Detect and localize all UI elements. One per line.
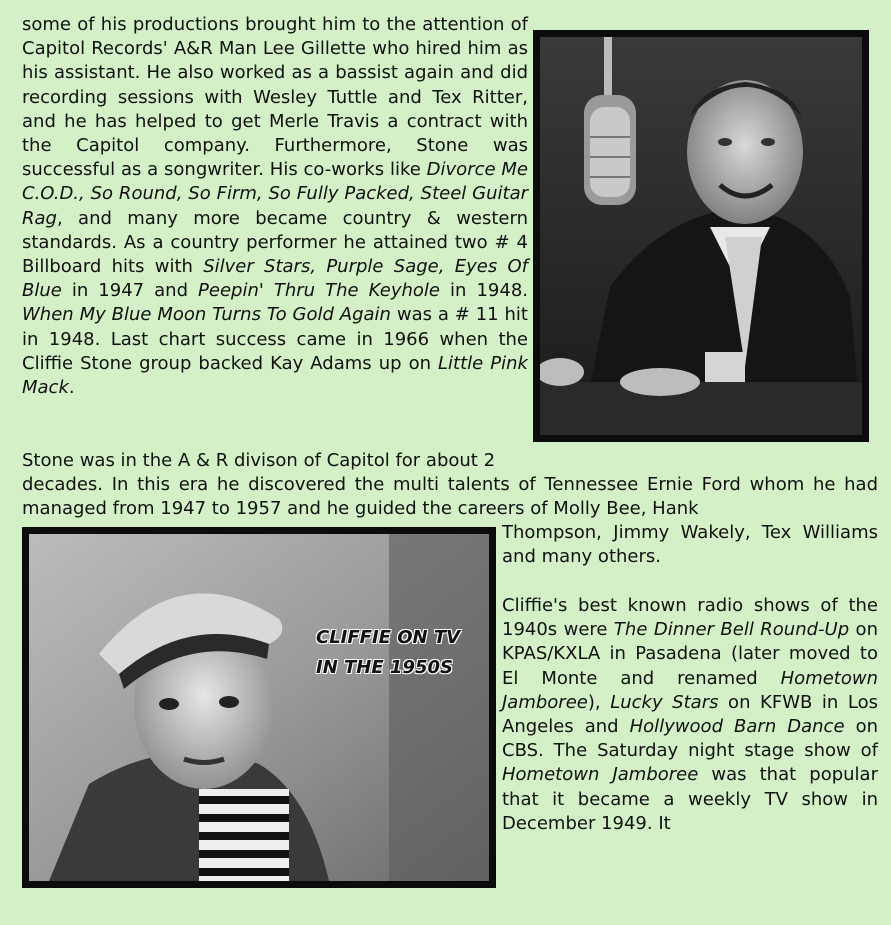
microphone-portrait-image: [540, 37, 862, 435]
paragraph-ar-division-end: Thompson, Jimmy Wakely, Tex Williams and many others.: [502, 522, 878, 568]
paragraph-ar-division: Stone was in the A & R divison of Capitol for about 2: [22, 450, 496, 471]
paragraph-radio-shows: Cliffie's best known radio shows of the 1940s were The Dinner Bell Round-Up on KPAS/KXLA in Pasadena (later moved to El Monte and renamed Hometown Jamboree), Lucky Stars on KFWB in Los Angeles and Hollywood Barn Dance on CBS. The Saturday night stage show of Hometown Jamboree was that popular that it became a weekly TV show in December 1949. It: [502, 595, 879, 834]
paragraph-ar-division-cont: decades. In this era he discovered the multi talents of Tennessee Ernie Ford whom he had managed from 1947 to 1957 and he guided the careers of Molly Bee, Hank: [22, 474, 878, 520]
tv-still-image: [29, 534, 489, 881]
tv-photo-caption: CLIFFIE ON TV IN THE 1950S: [316, 627, 461, 678]
paragraph-career: some of his productions brought him to the attention of Capitol Records' A&R Man Lee Gillette who hired him as his assistant. He also worked as a bassist again and did recording sessions with Wesley Tuttle and Tex Ritter, and he has helped to get Merle Travis a contract with the Capitol company. Furthermore, Stone was successful as a songwriter. His co-works like Divorce Me C.O.D., So Round, So Firm, So Fully Packed, Steel Guitar Rag, and many more became country & western standards. As a country performer he attained two # 4 Billboard hits with Silver Stars, Purple Sage, Eyes Of Blue in 1947 and Peepin' Thru The Keyhole in 1948. When My Blue Moon Turns To Gold Again was a # 11 hit in 1948. Last chart success came in 1966 when the Cliffie Stone group backed Kay Adams up on Little Pink Mack.: [22, 14, 528, 399]
photo-cliffie-microphone: [533, 30, 869, 442]
photo-cliffie-on-tv: [22, 527, 496, 888]
